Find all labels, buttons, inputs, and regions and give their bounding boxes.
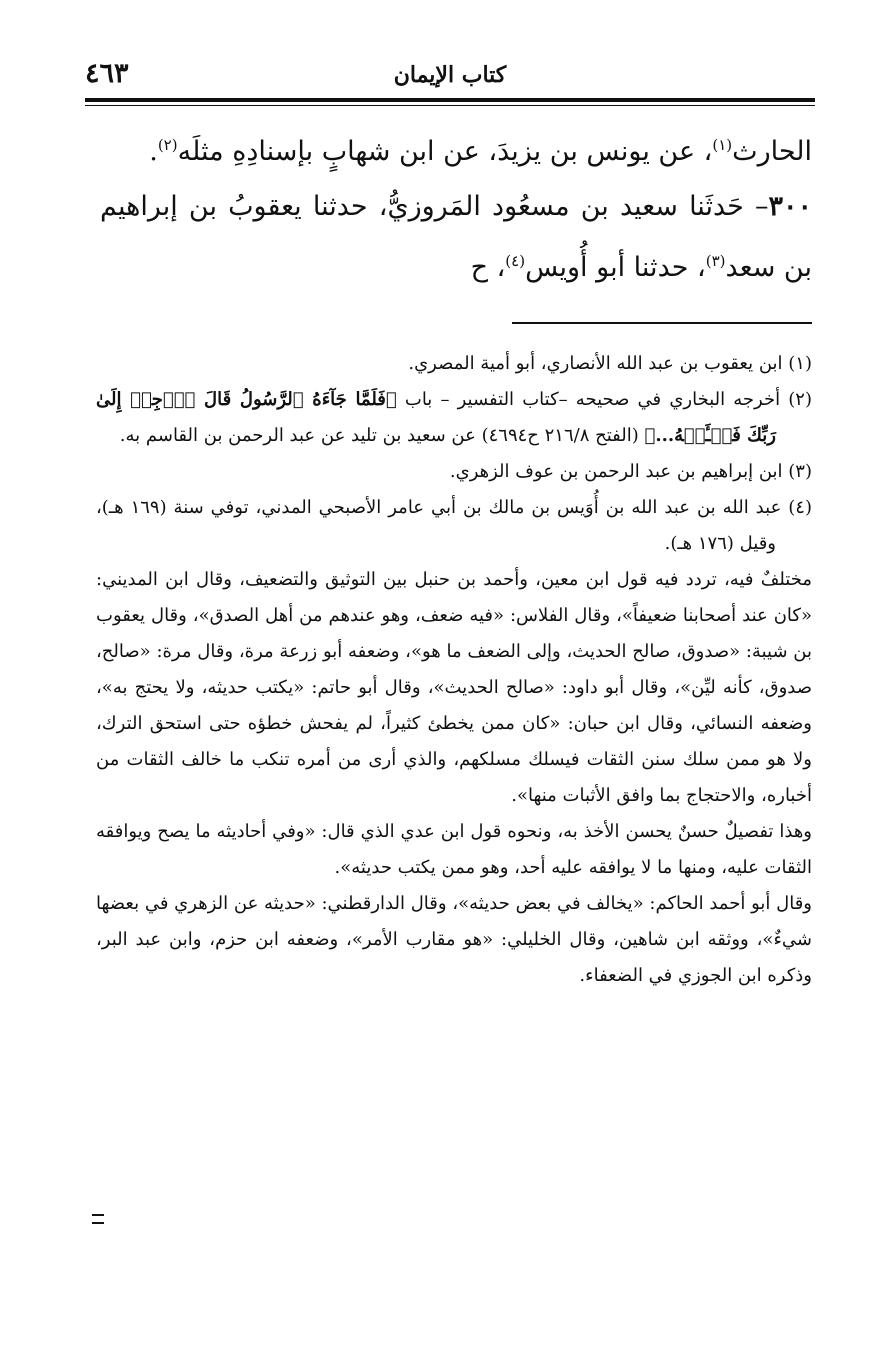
page-number: ٤٦٣ [85, 58, 129, 89]
footnote-4-paragraph-3: وقال أبو أحمد الحاكم: «يخالف في بعض حديثه»، وقال الدارقطني: «حديثه عن الزهري في بعضها شيءٌ»، ووثقه ابن شاهين، وقال الخليلي: «هو مقارب الأمر»، وضعفه ابن حزم، وابن عبد البر، وذكره ابن الجوزي في الضعفاء. [96, 893, 812, 986]
footnote-ref-4: (٤) [505, 252, 526, 270]
footnote-4-paragraph-1: مختلفٌ فيه، تردد فيه قول ابن معين، وأحمد بن حنبل بين التوثيق والتضعيف، وقال ابن المديني: «كان عند أصحابنا ضعيفاً»، وقال الفلاس: «فيه ضعف، وهو عندهم من أهل الصدق»، وقال يعقوب بن شيبة: «صدوق، صالح الحديث، وإلى الضعف ما هو»، وضعفه أبو زرعة مرة، وقال مرة: «صالح، صدوق، كأنه ليِّن»، وقال أبو داود: «صالح الحديث»، وقال أبو حاتم: «يكتب حديثه، ولا يحتج به»، وضعفه النسائي، وقال ابن حبان: «كان ممن يخطئ كثيراً، لم يفحش خطؤه حتى استحق الترك، ولا هو ممن سلك سنن الثقات فيسلك مسلكهم، والذي أرى من أمره تنكب ما خالف الثقات من أخباره، والاحتجاج بما وافق الأثبات منها». [96, 569, 812, 806]
footnote-separator [512, 322, 812, 324]
end-mark [92, 1214, 104, 1224]
hadith-number: ٣٠٠ [768, 191, 812, 222]
footnote-ref-2: (٢) [157, 136, 178, 154]
footnote-ref-3: (٣) [705, 252, 726, 270]
header-rule-thin [85, 105, 815, 106]
main-paragraph-2: ٣٠٠– حَدثَنا سعيد بن مسعُود المَروزيُّ، حدثنا يعقوبُ بن إبراهيم بن سعد$^{(٣)}$، حدثنا أبو أُويس$^{(٤)}$، ح [100, 191, 812, 283]
quran-quote: ﴿فَلَمَّا جَآءَهُ ٱلرَّسُولُ قَالَ ٱرۡجِعۡ إِلَىٰ رَبِّكَ فَسۡـَٔلۡهُ...﴾ [96, 389, 776, 446]
running-header [85, 56, 815, 96]
footnote-4-paragraph-2: وهذا تفصيلٌ حسنٌ يحسن الأخذ به، ونحوه قول ابن عدي الذي قال: «وفي أحاديثه ما يصح ويوافقه الثقات عليه، ومنها ما لا يوافقه عليه أحد، وهو ممن يكتب حديثه». [96, 821, 812, 878]
main-text [100, 118, 812, 295]
header-rule-thick [85, 98, 815, 102]
chapter-title: كتاب الإيمان [393, 62, 507, 88]
footnote-3: (٣) ابن إبراهيم بن عبد الرحمن بن عوف الزهري. [449, 461, 812, 482]
footnote-1: (١) ابن يعقوب بن عبد الله الأنصاري، أبو أمية المصري. [408, 353, 812, 374]
footnote-ref-1: (١) [712, 136, 733, 154]
footnotes [96, 346, 812, 994]
footnote-4: (٤) عبد الله بن عبد الله بن أُوَيس بن مالك بن أبي عامر الأصبحي المدني، توفي سنة (١٦٩ هـ)، وقيل (١٧٦ هـ). [96, 497, 812, 554]
main-paragraph-1: الحارث$^{(١)}$، عن يونس بن يزيدَ، عن ابن شهابٍ بإسنادِهِ مثلَه$^{(٢)}$. [149, 136, 812, 167]
footnote-2: (٢) أخرجه البخاري في صحيحه –كتاب التفسير – باب ﴿فَلَمَّا جَآءَهُ ٱلرَّسُولُ قَالَ ٱرۡجِعۡ إِلَىٰ رَبِّكَ فَسۡـَٔلۡهُ...﴾ (الفتح ٢١٦/٨ ح٤٦٩٤) عن سعيد بن تليد عن عبد الرحمن بن القاسم به. [96, 389, 812, 446]
